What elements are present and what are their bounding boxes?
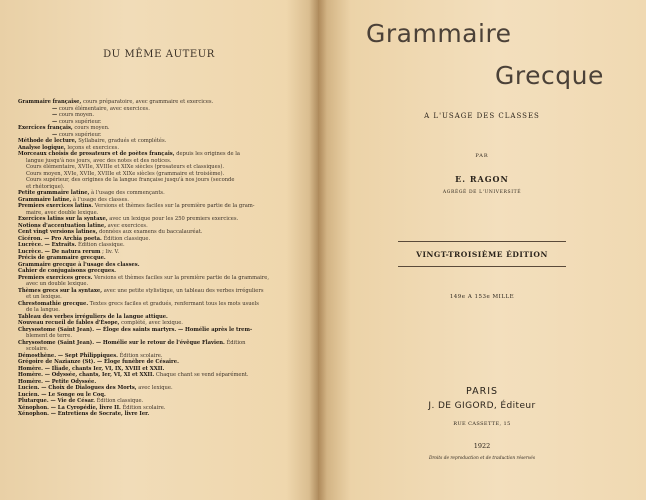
work-description: depuis les origines de la xyxy=(176,151,241,157)
work-description: ; liv. V. xyxy=(102,248,119,255)
work-title: Morceaux choisis de prosateurs et de poètes français, xyxy=(18,151,175,157)
work-title: Grammaire grecque à l'usage des classes. xyxy=(18,261,140,268)
work-title: Thèmes grecs sur la syntaxe, xyxy=(18,287,103,294)
work-title: Chrestomathie grecque. xyxy=(18,300,89,307)
work-title: Lucrèce. — Extraits. xyxy=(18,242,77,248)
work-description: cours supérieur. xyxy=(58,118,102,125)
work-title: Petite grammaire latine, xyxy=(18,190,90,196)
work-description: Cours moyen, XVIe, XVIIe, XVIIIe et XIXe siècles (grammaire et troisième). xyxy=(26,170,225,177)
work-description: langue jusqu'à nos jours, avec des notes et des notices. xyxy=(26,157,172,164)
publisher-address: RUE CASSETTE, 15 xyxy=(453,421,511,427)
by-label: PAR xyxy=(475,153,489,159)
work-title: Premiers exercices grecs. xyxy=(18,274,93,281)
work-description: Édition classique. xyxy=(77,242,125,248)
work-description: Édition classique. xyxy=(103,235,151,242)
work-title: Analyse logique, xyxy=(18,144,66,151)
work-title: Grammaire française, xyxy=(18,99,82,105)
work-title: Méthode de lecture, xyxy=(18,138,77,144)
right-page xyxy=(318,0,646,500)
work-description: cours moyen. xyxy=(74,125,110,131)
work-title: Xénophon. — La Cyropédie, livre II. xyxy=(18,404,121,411)
work-title: Démosthène. — Sept Philippiques. xyxy=(18,352,118,359)
work-description: avec un double lexique. xyxy=(26,281,89,287)
work-description: maire, avec double lexique. xyxy=(26,209,99,216)
work-description: de la langue. xyxy=(26,307,60,313)
work-description: cours supérieur. xyxy=(58,131,102,138)
work-description: blement de terre. xyxy=(26,333,72,339)
works-list xyxy=(18,99,308,418)
work-description: Cours élémentaire, XVIIe, XVIIIe et XIXe siècles (prosateurs et classiques). xyxy=(26,164,225,170)
work-title: Lucien. — Choix de Dialogues des Morts, xyxy=(18,385,137,391)
work-title: Lucien. — Le Songe ou le Coq. xyxy=(18,391,106,398)
work-description: Textes grecs faciles et gradués, renfermant tous les mots usuels xyxy=(89,300,259,307)
work-entry xyxy=(18,411,308,418)
work-description: et rhétorique). xyxy=(26,183,65,190)
work-title: Homère. — Petite Odyssée. xyxy=(18,378,97,385)
print-run: 149e A 153e MILLE xyxy=(449,294,515,300)
work-title: Exercices français, xyxy=(18,125,73,131)
work-description: à l'usage des commençants. xyxy=(91,190,165,196)
work-title: Lucrèce. — De natura rerum xyxy=(18,248,101,255)
work-description: cours moyen. xyxy=(58,112,95,118)
work-title: Homère. — Iliade, chants Ier, VI, IX, XVIII et XXII. xyxy=(18,365,165,372)
work-title: — xyxy=(52,105,58,112)
city: PARIS xyxy=(465,386,499,397)
edition: VINGT-TROISIÈME ÉDITION xyxy=(416,250,548,259)
page-heading: DU MÊME AUTEUR xyxy=(103,49,215,60)
work-description: cours préparatoire, avec grammaire et exercices. xyxy=(82,99,214,105)
work-title: Grégoire de Nazianze (St). — Éloge funèbre de Césaire. xyxy=(18,359,179,365)
left-page xyxy=(0,0,318,500)
work-title: Cahier de conjugaisons grecques. xyxy=(18,268,116,274)
book-gutter xyxy=(309,0,327,500)
divider-bottom xyxy=(398,266,566,267)
work-title: Chrysostome (Saint Jean). — Homélie sur le retour de l'évêque Flavien. xyxy=(18,339,225,346)
work-title: Exercices latins sur la syntaxe, xyxy=(18,216,108,222)
divider-top xyxy=(398,241,566,242)
work-description: avec lexique. xyxy=(138,385,173,391)
work-title: Xénophon. — Entretiens de Socrate, livre Ier. xyxy=(18,411,150,417)
author-title: AGRÉGÉ DE L'UNIVERSITÉ xyxy=(442,190,522,195)
work-title: Homère. — Odyssée, chants, Ier, VI, XI et XXII. xyxy=(18,372,155,378)
work-description: complété, avec lexique. xyxy=(121,320,183,326)
work-description: Édition xyxy=(226,339,246,346)
work-title: Notions d'accentuation latine, xyxy=(18,222,107,229)
work-description: avec exercices. xyxy=(107,222,148,229)
work-description: Syllabaire, gradués et complétés. xyxy=(78,138,167,144)
work-title: Plutarque. — Vie de César. xyxy=(18,398,95,404)
work-description: Versions et thèmes faciles sur la première partie de la gram- xyxy=(94,203,255,209)
work-description: avec une petite stylistique, un tableau des verbes irréguliers xyxy=(103,287,264,294)
publication-year: 1922 xyxy=(473,442,491,450)
work-title: Tableau des verbes irréguliers de la langue attique. xyxy=(18,313,168,320)
work-description: Cours supérieur, des origines de la langue française jusqu'à nos jours (seconde xyxy=(26,177,235,183)
rights-notice: Droits de reproduction et de traduction réservés xyxy=(428,456,536,461)
work-description: leçons et exercices. xyxy=(67,144,119,151)
work-title: Premiers exercices latins. xyxy=(18,203,94,209)
work-description: et un lexique. xyxy=(26,294,62,300)
author-name: E. RAGON xyxy=(455,174,509,184)
work-description: avec un lexique pour les 250 premiers exercices. xyxy=(109,216,239,222)
work-title: — xyxy=(52,131,58,138)
work-description: Édition scolaire. xyxy=(119,352,163,359)
work-description: Édition classique. xyxy=(96,398,144,404)
work-description: Édition scolaire. xyxy=(122,404,166,411)
work-description: à l'usage des classes. xyxy=(72,196,129,203)
work-title: Cicéron. — Pro Archia poeta. xyxy=(18,235,102,242)
work-title: Grammaire latine, xyxy=(18,196,72,203)
work-title: Chrysostome (Saint Jean). — Éloge des saints martyrs. — Homélie après le trem- xyxy=(18,326,253,333)
subtitle: A L'USAGE DES CLASSES xyxy=(424,112,540,120)
work-description: scolaire. xyxy=(26,346,49,352)
work-description: Versions et thèmes faciles sur la première partie de la grammaire, xyxy=(94,274,269,281)
work-title: Cent vingt versions latines, xyxy=(18,229,98,235)
work-title: Nouveau recueil de fables d'Ésope, xyxy=(18,320,120,326)
work-description: cours élémentaire, avec exercices. xyxy=(58,105,150,112)
work-title: — xyxy=(52,118,58,125)
title-line-1: Grammaire xyxy=(366,19,512,48)
work-description: données aux examens du baccalauréat. xyxy=(99,229,203,235)
work-description: Chaque chant se vend séparément. xyxy=(155,372,249,378)
work-title: — xyxy=(52,112,58,118)
work-title: Précis de grammaire grecque. xyxy=(18,255,106,261)
title-line-2: Grecque xyxy=(495,61,604,90)
publisher: J. DE GIGORD, Éditeur xyxy=(428,401,536,411)
